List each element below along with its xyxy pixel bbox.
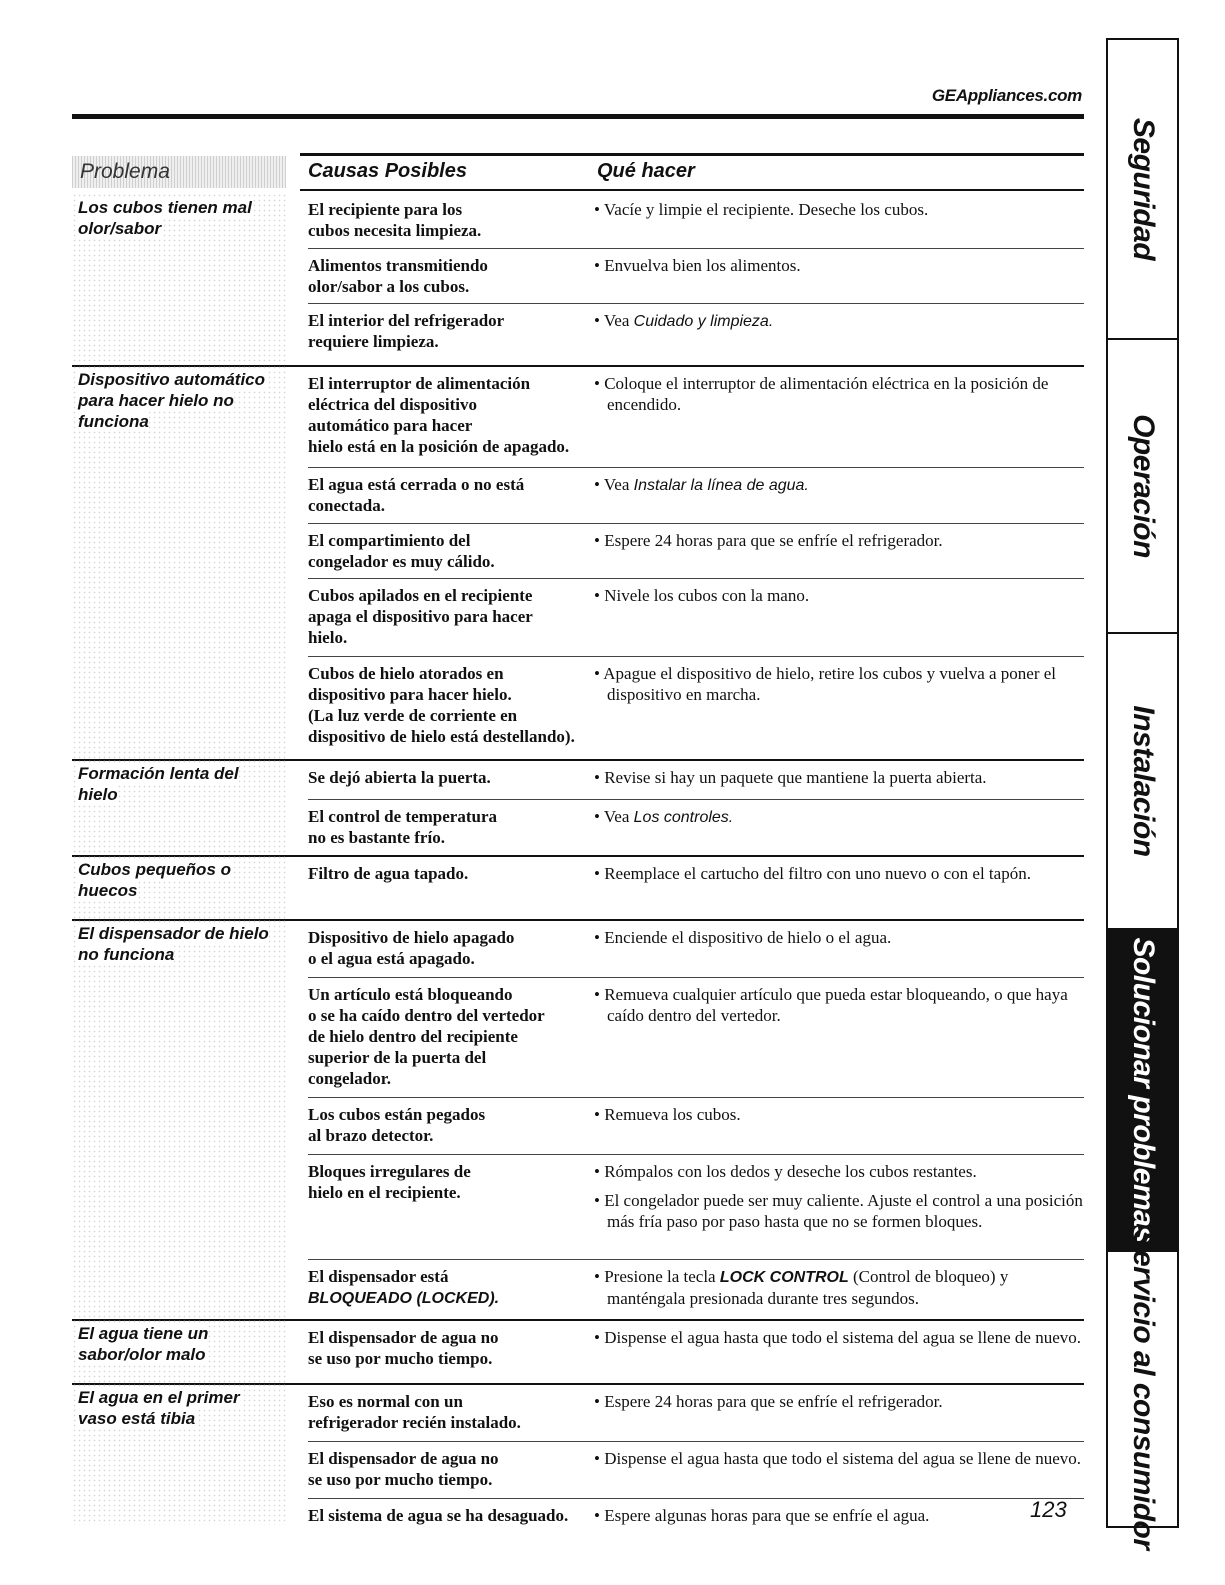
cause-label: Se dejó abierta la puerta.	[308, 768, 491, 787]
fix-text	[594, 767, 1086, 796]
fix-segment: Dispense el agua hasta que todo el sistema del agua se llene de nuevo.	[604, 1328, 1081, 1347]
cause-label: Cubos apilados en el recipiente apaga el dispositivo para hacer hielo.	[308, 586, 533, 647]
cause-text	[308, 863, 468, 884]
cause-label: El agua está cerrada o no está conectada.	[308, 475, 525, 515]
cause-label: El compartimiento del congelador es muy cálido.	[308, 531, 495, 571]
cause-label: El interruptor de alimentación eléctrica del dispositivo automático para hacer hielo está en la posición de apagado.	[308, 374, 570, 456]
fix-text	[594, 310, 1086, 340]
fix-text	[594, 927, 1086, 956]
cause-text	[308, 1327, 499, 1369]
cause-text	[308, 1448, 499, 1490]
problem-section	[72, 193, 1084, 365]
cause-label: El control de temperatura no es bastante frío.	[308, 807, 498, 847]
problem-section	[72, 855, 1084, 919]
problem-label	[72, 365, 286, 759]
fix-bullet: • Reemplace el cartucho del filtro con uno nuevo o con el tapón.	[594, 864, 1031, 883]
fix-text	[594, 1391, 1086, 1420]
cause-label: Filtro de agua tapado.	[308, 864, 469, 883]
cause-text	[308, 1505, 568, 1526]
side-tab[interactable]	[1108, 40, 1177, 340]
problem-text: Formación lenta del hielo	[78, 764, 239, 804]
cause-row	[308, 1498, 1084, 1527]
cause-row	[308, 1385, 1084, 1441]
cause-label: El dispensador de agua no se uso por mucho tiempo.	[308, 1328, 499, 1368]
fix-bullet: • Vea Instalar la línea de agua.	[594, 475, 809, 494]
cause-label: El interior del refrigerador requiere limpieza.	[308, 311, 505, 351]
cause-label: Bloques irregulares de hielo en el recipiente.	[308, 1162, 471, 1202]
fix-bullet: • Revise si hay un paquete que mantiene la puerta abierta.	[594, 768, 987, 787]
cause-row	[308, 578, 1084, 656]
side-tab-label: Operación	[1126, 414, 1160, 558]
fix-bullet: • Envuelva bien los alimentos.	[594, 256, 801, 275]
cause-text	[308, 1391, 521, 1433]
problem-section	[72, 919, 1084, 1319]
cause-row	[308, 193, 1084, 248]
problem-text: El dispensador de hielo no funciona	[78, 924, 269, 964]
fix-text	[594, 863, 1086, 892]
problem-label	[72, 855, 286, 919]
fix-bullet: • Nivele los cubos con la mano.	[594, 586, 810, 605]
problem-section	[72, 1383, 1084, 1525]
fix-bullet: • Espere 24 horas para que se enfríe el refrigerador.	[594, 531, 943, 550]
cause-text	[308, 585, 533, 648]
problem-text: Cubos pequeños o huecos	[78, 860, 231, 900]
column-header-problem: Problema	[72, 156, 286, 188]
fix-text	[594, 1161, 1086, 1240]
cause-text	[308, 984, 545, 1089]
fix-bullet: • Remueva los cubos.	[594, 1105, 741, 1124]
side-tab-label: Solucionar problemas	[1126, 937, 1160, 1243]
cause-row	[308, 1321, 1084, 1385]
fix-bullet: • Enciende el dispositivo de hielo o el agua.	[594, 928, 892, 947]
fix-text	[594, 984, 1086, 1034]
problem-section	[72, 759, 1084, 855]
cause-label: Cubos de hielo atorados en dispositivo para hacer hielo. (La luz verde de corriente en dispositivo de hielo está destellando).	[308, 664, 575, 746]
fix-text	[594, 1505, 1086, 1534]
problem-text: Los cubos tienen mal olor/sabor	[78, 198, 252, 238]
cause-text	[308, 1161, 471, 1203]
fix-segment: Remueva cualquier artículo que pueda estar bloqueando, o que haya caído dentro del vertedor.	[604, 985, 1068, 1025]
fix-segment: Espere 24 horas para que se enfríe el refrigerador.	[604, 531, 943, 550]
fix-text	[594, 585, 1086, 614]
cause-row	[308, 799, 1084, 857]
cause-text	[308, 1266, 499, 1309]
cause-row	[308, 857, 1084, 921]
fix-segment: Vacíe y limpie el recipiente. Deseche los cubos.	[603, 200, 929, 219]
cause-text	[308, 806, 497, 848]
cause-label: Alimentos transmitiendo olor/sabor a los cubos.	[308, 256, 488, 296]
fix-text	[594, 663, 1086, 713]
side-tab[interactable]	[1108, 634, 1177, 930]
cause-row	[308, 1259, 1084, 1321]
cause-row	[308, 248, 1084, 303]
cause-text	[308, 474, 524, 516]
problem-label	[72, 759, 286, 855]
fix-text	[594, 1448, 1086, 1477]
cause-row	[308, 977, 1084, 1097]
fix-text	[594, 474, 1086, 504]
problem-text: El agua tiene un sabor/olor malo	[78, 1324, 209, 1364]
column-header-fix: Qué hacer	[597, 160, 695, 182]
fix-bullet: • El congelador puede ser muy caliente. Ajuste el control a una posición más fría paso por paso hasta que no se formen bloques.	[594, 1191, 1083, 1231]
cause-row	[308, 1097, 1084, 1154]
fix-segment: (Control de bloqueo) y manténgala presionada durante tres segundos.	[607, 1267, 1009, 1308]
fix-segment: El congelador puede ser muy caliente. Ajuste el control a una posición más fría paso por paso hasta que no se formen bloques.	[604, 1191, 1083, 1231]
fix-bullet: • Vea Cuidado y limpieza.	[594, 311, 774, 330]
fix-text	[594, 1327, 1086, 1356]
cause-text	[308, 927, 514, 969]
cause-text	[308, 767, 491, 788]
page-number: 123	[1030, 1497, 1067, 1522]
side-tab[interactable]	[1108, 930, 1177, 1252]
cause-label: El sistema de agua se ha desaguado.	[308, 1506, 569, 1525]
cause-label: Eso es normal con un refrigerador recién instalado.	[308, 1392, 521, 1432]
site-url[interactable]: GEAppliances.com	[931, 86, 1082, 105]
problem-label	[72, 1383, 286, 1525]
fix-segment: Coloque el interruptor de alimentación eléctrica en la posición de encendido.	[604, 374, 1049, 414]
problem-text: Dispositivo automático para hacer hielo no funciona	[78, 370, 266, 431]
cause-text	[308, 373, 569, 457]
problem-text: El agua en el primer vaso está tibia	[78, 1388, 240, 1428]
cause-row	[308, 761, 1084, 799]
top-rule	[72, 114, 1084, 119]
fix-segment: Dispense el agua hasta que todo el sistema del agua se llene de nuevo.	[604, 1449, 1081, 1468]
column-header-line-bottom	[300, 189, 1084, 191]
fix-text	[594, 1104, 1086, 1133]
side-tab-label: Instalación	[1126, 705, 1160, 857]
problem-label	[72, 193, 286, 365]
column-header-causes: Causas Posibles	[308, 160, 467, 182]
fix-bullet: • Dispense el agua hasta que todo el sistema del agua se llene de nuevo.	[594, 1449, 1081, 1468]
fix-bullet: • Presione la tecla LOCK CONTROL (Control de bloqueo) y manténgala presionada durante tres segundos.	[594, 1267, 1009, 1308]
fix-segment: Espere 24 horas para que se enfríe el refrigerador.	[604, 1392, 943, 1411]
cause-text	[308, 663, 575, 747]
cause-label: Los cubos están pegados al brazo detector.	[308, 1105, 486, 1145]
fix-text	[594, 530, 1086, 559]
fix-bullet: • Vacíe y limpie el recipiente. Deseche los cubos.	[594, 200, 929, 219]
fix-text	[594, 255, 1086, 284]
fix-segment: Rómpalos con los dedos y deseche los cubos restantes.	[604, 1162, 977, 1181]
side-tab-strip	[1106, 38, 1179, 1550]
side-tab-label: Seguridad	[1126, 117, 1160, 261]
fix-reference: Los controles.	[633, 809, 734, 826]
problem-section	[72, 365, 1084, 759]
side-tab-label: Servicio al consumidor	[1126, 1230, 1160, 1550]
cause-row	[308, 367, 1084, 467]
side-tab[interactable]	[1108, 340, 1177, 634]
fix-segment: Remueva los cubos.	[604, 1105, 741, 1124]
fix-segment: Enciende el dispositivo de hielo o el agua.	[604, 928, 892, 947]
fix-segment: Revise si hay un paquete que mantiene la puerta abierta.	[604, 768, 987, 787]
cause-label: Un artículo está bloqueando o se ha caído dentro del vertedor de hielo dentro del recipiente superior de la puerta del congelador.	[308, 985, 545, 1088]
fix-bullet: • Rómpalos con los dedos y deseche los cubos restantes.	[594, 1162, 977, 1181]
fix-segment: Vea	[603, 807, 634, 826]
fix-text	[594, 373, 1086, 423]
fix-segment: Envuelva bien los alimentos.	[604, 256, 801, 275]
cause-row	[308, 523, 1084, 578]
fix-bullet: • Espere 24 horas para que se enfríe el refrigerador.	[594, 1392, 943, 1411]
fix-segment: Vea	[603, 311, 634, 330]
fix-text	[594, 1266, 1086, 1317]
fix-bullet: • Vea Los controles.	[594, 807, 734, 826]
cause-text	[308, 199, 481, 241]
cause-row	[308, 1441, 1084, 1498]
fix-segment: Nivele los cubos con la mano.	[604, 586, 810, 605]
cause-label: Dispositivo de hielo apagado o el agua está apagado.	[308, 928, 515, 968]
cause-text	[308, 1104, 485, 1146]
fix-segment: Presione la tecla	[604, 1267, 720, 1286]
fix-bullet: • Coloque el interruptor de alimentación eléctrica en la posición de encendido.	[594, 374, 1049, 414]
fix-reference: Cuidado y limpieza.	[633, 313, 774, 330]
cause-row	[308, 303, 1084, 365]
fix-segment: Espere algunas horas para que se enfríe el agua.	[604, 1506, 930, 1525]
fix-bullet: • Espere algunas horas para que se enfríe el agua.	[594, 1506, 930, 1525]
side-tab[interactable]	[1108, 1230, 1177, 1550]
cause-text	[308, 310, 504, 352]
problem-label	[72, 1319, 286, 1383]
cause-text	[308, 255, 488, 297]
cause-row	[308, 1154, 1084, 1259]
problem-label	[72, 919, 286, 1319]
problem-section	[72, 1319, 1084, 1383]
fix-segment: Vea	[603, 475, 634, 494]
fix-reference: LOCK CONTROL	[719, 1269, 849, 1286]
cause-label: El dispensador está	[308, 1267, 449, 1286]
fix-segment: Reemplace el cartucho del filtro con uno nuevo o con el tapón.	[604, 864, 1031, 883]
cause-row	[308, 921, 1084, 977]
fix-bullet: • Apague el dispositivo de hielo, retire los cubos y vuelva a poner el dispositivo en marcha.	[594, 664, 1057, 704]
cause-label: El dispensador de agua no se uso por mucho tiempo.	[308, 1449, 499, 1489]
fix-text	[594, 199, 1086, 228]
cause-text	[308, 530, 495, 572]
fix-bullet: • Remueva cualquier artículo que pueda estar bloqueando, o que haya caído dentro del vertedor.	[594, 985, 1068, 1025]
fix-reference: Instalar la línea de agua.	[633, 477, 809, 494]
cause-row	[308, 467, 1084, 523]
fix-bullet: • Dispense el agua hasta que todo el sistema del agua se llene de nuevo.	[594, 1328, 1081, 1347]
cause-row	[308, 656, 1084, 761]
column-header-line	[300, 153, 1084, 156]
fix-segment: Apague el dispositivo de hielo, retire los cubos y vuelva a poner el dispositivo en marcha.	[603, 664, 1057, 704]
cause-label: El recipiente para los cubos necesita limpieza.	[308, 200, 482, 240]
fix-text	[594, 806, 1086, 836]
cause-keyword: BLOQUEADO (LOCKED).	[308, 1290, 500, 1307]
